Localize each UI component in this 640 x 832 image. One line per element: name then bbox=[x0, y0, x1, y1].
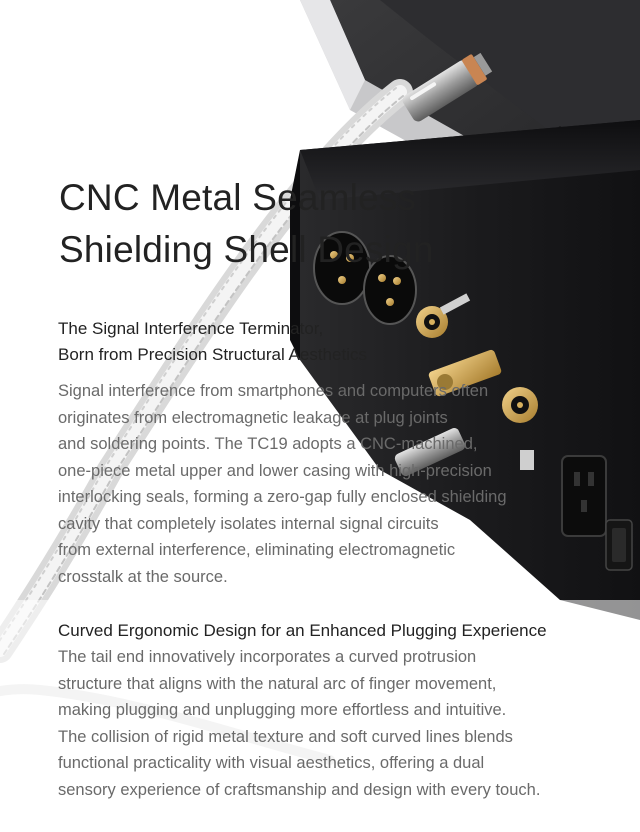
section-1-body-line: one-piece metal upper and lower casing with high-precision bbox=[58, 461, 492, 480]
section-2-body-line: The collision of rigid metal texture and soft curved lines blends bbox=[58, 727, 513, 746]
title-line-1: CNC Metal Seamless bbox=[59, 177, 417, 218]
section-1-body-line: cavity that completely isolates internal signal circuits bbox=[58, 514, 439, 533]
page-title bbox=[59, 172, 434, 276]
section-2-body bbox=[58, 644, 540, 803]
section-1-body-line: from external interference, eliminating electromagnetic bbox=[58, 541, 456, 559]
section-1-heading bbox=[58, 316, 367, 368]
section-2-body-line: sensory experience of craftsmanship and design with every touch. bbox=[58, 780, 541, 799]
section-1-body-line: originates from electromagnetic leakage at plug joints bbox=[58, 408, 448, 427]
section-1-body bbox=[58, 378, 507, 590]
section-2-heading bbox=[58, 618, 547, 644]
section-2-body-line: functional practicality with visual aesthetics, offering a dual bbox=[58, 754, 485, 772]
title-line-2: Shielding Shell Design bbox=[59, 229, 434, 270]
section-1-body-line: interlocking seals, forming a zero-gap fully enclosed shielding bbox=[58, 488, 507, 506]
section-2-body-line: structure that aligns with the natural arc of finger movement, bbox=[58, 674, 497, 693]
section-2-heading-line: Curved Ergonomic Design for an Enhanced Plugging Experience bbox=[58, 621, 547, 640]
section-1-body-line: crosstalk at the source. bbox=[58, 567, 228, 586]
section-2-body-line: The tail end innovatively incorporates a curved protrusion bbox=[58, 648, 477, 666]
section-1-heading-line-1: The Signal Interference Terminator, bbox=[58, 319, 324, 338]
section-1-heading-line-2: Born from Precision Structural Aesthetics bbox=[58, 345, 367, 364]
section-1-body-line: Signal interference from smartphones and computers often bbox=[58, 382, 489, 400]
section-1-body-line: and soldering points. The TC19 adopts a CNC-machined, bbox=[58, 435, 478, 453]
section-2-body-line: making plugging and unplugging more effortless and intuitive. bbox=[58, 701, 507, 719]
